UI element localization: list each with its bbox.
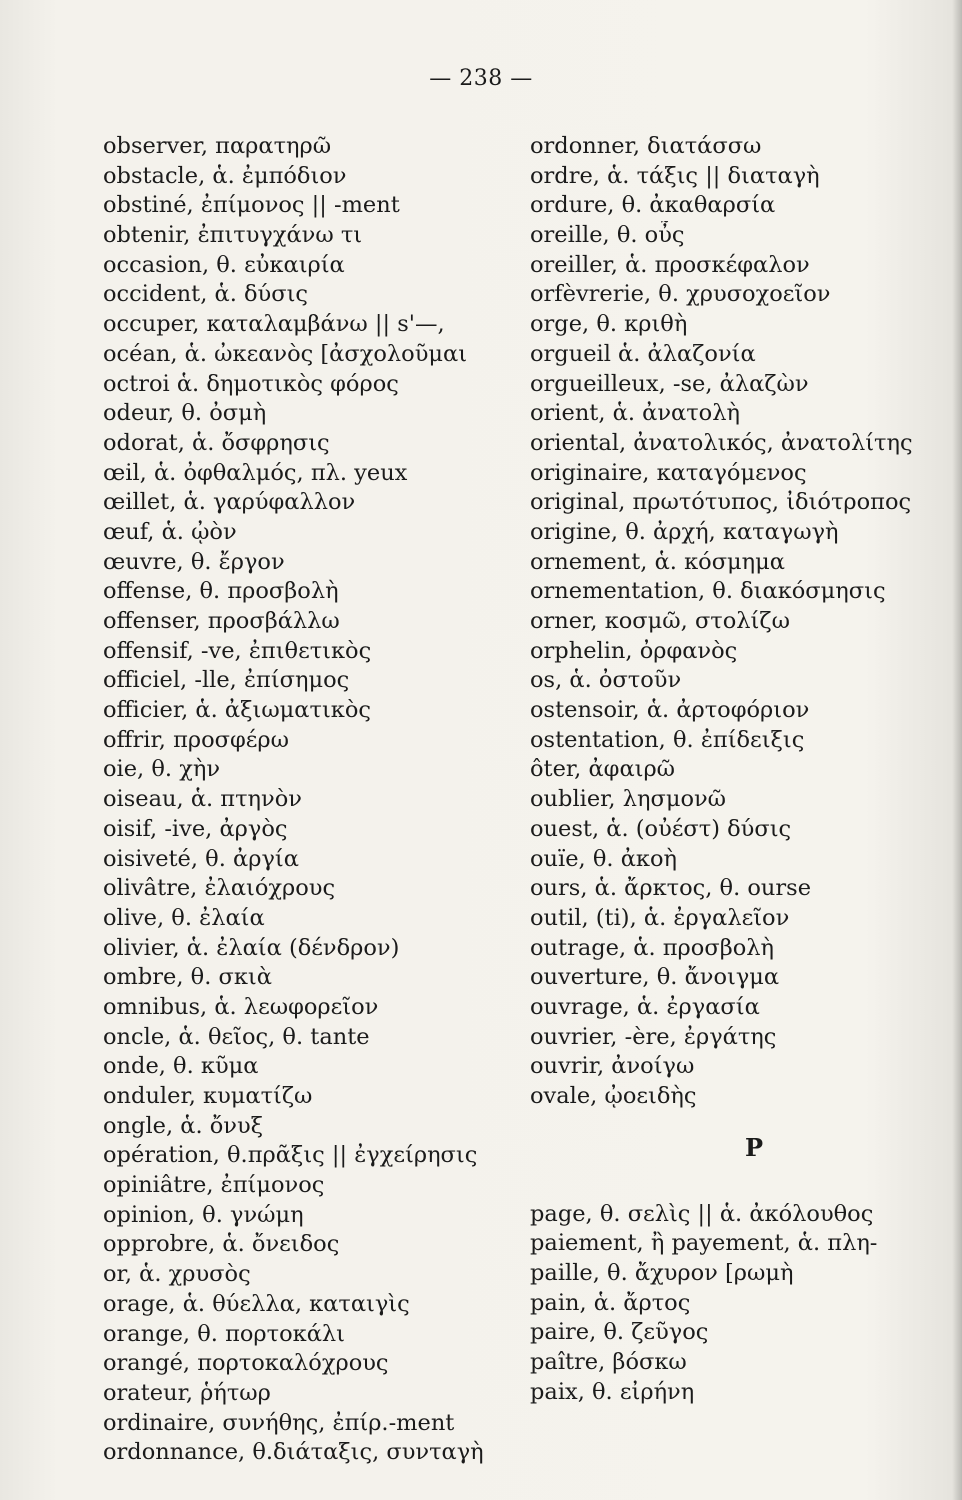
dictionary-entry: olivier, ἁ. ἐλαία (δένδρον) <box>103 934 400 961</box>
dictionary-entry: ombre, θ. σκιὰ <box>103 964 272 991</box>
dictionary-entry: octroi ἁ. δημοτικὸς φόρος <box>103 370 399 397</box>
dictionary-entry: obstiné, ἐπίμονος || -ment <box>103 192 400 219</box>
dictionary-entry: oiseau, ἁ. πτηνὸν <box>103 786 302 813</box>
dictionary-entry: ouvrier, -ère, ἐργάτης <box>530 1023 777 1050</box>
dictionary-entry: offenser, προσβάλλω <box>103 608 340 634</box>
dictionary-entry: orange, θ. πορτοκάλι <box>103 1320 345 1347</box>
dictionary-entry: paître, βόσκω <box>530 1349 687 1376</box>
dictionary-entry: officiel, -lle, ἐπίσημος <box>103 667 350 694</box>
dictionary-entry: paille, θ. ἄχυρον [ρωμὴ <box>530 1260 794 1287</box>
dictionary-entry: olive, θ. ἐλαία <box>103 904 265 931</box>
dictionary-entry: original, πρωτότυπος, ἰδιότροπος <box>530 489 912 516</box>
dictionary-entry: orgueilleux, -se, ἀλαζὼν <box>530 370 809 397</box>
dictionary-entry: pain, ἁ. ἄρτος <box>530 1289 691 1316</box>
dictionary-entry: oreiller, ἁ. προσκέφαλον <box>530 251 810 278</box>
dictionary-entry: os, ἁ. ὀστοῦν <box>530 667 682 694</box>
dictionary-entry: ordonner, διατάσσω <box>530 133 762 159</box>
dictionary-entry: ordonnance, θ.διάταξις, συνταγὴ <box>103 1439 484 1466</box>
dictionary-entry: ornementation, θ. διακόσμησις <box>530 578 886 605</box>
dictionary-entry: paire, θ. ζεῦγος <box>530 1319 709 1346</box>
dictionary-entry: onde, θ. κῦμα <box>103 1053 259 1080</box>
dictionary-entry: offrir, προσφέρω <box>103 726 289 753</box>
dictionary-entry: opération, θ.πρᾶξις || ἐγχείρησις <box>103 1142 478 1169</box>
dictionary-entry: ouïe, θ. ἀκοὴ <box>530 845 677 872</box>
dictionary-entry: ôter, ἀφαιρῶ <box>530 756 676 783</box>
dictionary-entry: orangé, πορτοκαλόχρους <box>103 1350 389 1377</box>
dictionary-entry: occuper, καταλαμβάνω || s'—, <box>103 311 445 338</box>
page-number: — 238 — <box>429 66 533 91</box>
dictionary-entry: opprobre, ἁ. ὄνειδος <box>103 1231 340 1258</box>
dictionary-entry: océan, ἁ. ὠκεανὸς [ἀσχολοῦμαι <box>103 340 468 367</box>
dictionary-entry: orateur, ῥήτωρ <box>103 1379 271 1406</box>
section-letter-heading: P <box>744 1132 764 1162</box>
dictionary-entry: paiement, ἢ payement, ἁ. πλη- <box>530 1230 878 1257</box>
dictionary-entry: onduler, κυματίζω <box>103 1083 313 1109</box>
dictionary-entry: omnibus, ἁ. λεωφορεῖον <box>103 993 379 1020</box>
dictionary-entry: oublier, λησμονῶ <box>530 786 727 813</box>
dictionary-entry: ordure, θ. ἀκαθαρσία <box>530 192 776 219</box>
dictionary-entry: odorat, ἁ. ὄσφρησις <box>103 429 330 456</box>
left-column <box>103 132 521 1468</box>
dictionary-entry: ornement, ἁ. κόσμημα <box>530 548 785 575</box>
dictionary-entry: orner, κοσμῶ, στολίζω <box>530 608 790 634</box>
dictionary-entry: or, ἁ. χρυσὸς <box>103 1261 251 1288</box>
dictionary-entry: page, θ. σελὶς || ἁ. ἀκόλουθος <box>530 1200 874 1227</box>
dictionary-entry: orphelin, ὀρφανὸς <box>530 637 738 664</box>
dictionary-entry: obstacle, ἁ. ἐμπόδιον <box>103 162 347 189</box>
dictionary-entry: orge, θ. κριθὴ <box>530 311 688 338</box>
dictionary-entry: oreille, θ. οὖς <box>530 222 685 249</box>
right-column <box>530 132 948 1408</box>
dictionary-entry: offensif, -ve, ἐπιθετικὸς <box>103 637 372 664</box>
dictionary-entry: outrage, ἁ. προσβολὴ <box>530 934 774 961</box>
dictionary-entry: ongle, ἁ. ὄνυξ <box>103 1112 264 1139</box>
dictionary-entry: outil, (ti), ἁ. ἐργαλεῖον <box>530 904 790 931</box>
dictionary-entry: oriental, ἀνατολικός, ἀνατολίτης <box>530 429 913 456</box>
dictionary-entry: orgueil ἁ. ἀλαζονία <box>530 340 756 367</box>
dictionary-entry: ostentation, θ. ἐπίδειξις <box>530 726 805 753</box>
dictionary-entry: ouvrir, ἀνοίγω <box>530 1053 695 1080</box>
dictionary-entry: originaire, καταγόμενος <box>530 459 807 486</box>
dictionary-entry: occident, ἁ. δύσις <box>103 281 309 308</box>
dictionary-entry: œillet, ἁ. γαρύφαλλον <box>103 489 356 516</box>
section-spacer <box>530 1172 948 1200</box>
dictionary-entry: paix, θ. εἰρήνη <box>530 1378 695 1405</box>
dictionary-entry: olivâtre, ἐλαιόχρους <box>103 875 336 902</box>
dictionary-entry: ordre, ἁ. τάξις || διαταγὴ <box>530 162 820 189</box>
dictionary-entry: oisif, -ive, ἀργὸς <box>103 815 288 842</box>
dictionary-entry: orient, ἁ. ἀνατολὴ <box>530 400 740 427</box>
dictionary-entry: œil, ἁ. ὀφθαλμός, πλ. yeux <box>103 459 408 486</box>
dictionary-entry: opiniâtre, ἐπίμονος <box>103 1172 325 1199</box>
dictionary-entry: oisiveté, θ. ἀργία <box>103 845 299 872</box>
dictionary-entry: ovale, ᾠοειδὴς <box>530 1083 697 1109</box>
dictionary-entry: origine, θ. ἀρχή, καταγωγὴ <box>530 518 839 545</box>
dictionary-entry: observer, παρατηρῶ <box>103 133 332 159</box>
dictionary-entry: ouverture, θ. ἄνοιγμα <box>530 964 780 991</box>
dictionary-entry: orage, ἁ. θύελλα, καταιγὶς <box>103 1290 410 1317</box>
dictionary-entry: occasion, θ. εὐκαιρία <box>103 251 345 278</box>
dictionary-entry: ours, ἁ. ἄρκτος, θ. ourse <box>530 875 812 902</box>
dictionary-entry: œuvre, θ. ἔργον <box>103 548 285 575</box>
dictionary-entry: opinion, θ. γνώμη <box>103 1201 304 1228</box>
dictionary-entry: ouvrage, ἁ. ἐργασία <box>530 993 760 1020</box>
dictionary-entry: orfèvrerie, θ. χρυσοχοεῖον <box>530 281 831 308</box>
dictionary-entry: offense, θ. προσβολὴ <box>103 578 339 605</box>
dictionary-entry: ouest, ἁ. (οὐέστ) δύσις <box>530 815 792 842</box>
dictionary-entry: obtenir, ἐπιτυγχάνω τι <box>103 222 363 249</box>
binding-edge <box>952 0 962 1500</box>
dictionary-entry: odeur, θ. ὀσμὴ <box>103 400 267 427</box>
dictionary-entry: œuf, ἁ. ᾠὸν <box>103 518 237 545</box>
dictionary-entry: ostensoir, ἁ. ἀρτοφόριον <box>530 697 810 724</box>
dictionary-entry: oncle, ἁ. θεῖος, θ. tante <box>103 1023 370 1050</box>
dictionary-entry: ordinaire, συνήθης, ἐπίρ.-ment <box>103 1409 455 1436</box>
dictionary-entry: officier, ἁ. ἀξιωματικὸς <box>103 697 371 724</box>
dictionary-entry: oie, θ. χὴν <box>103 756 221 783</box>
